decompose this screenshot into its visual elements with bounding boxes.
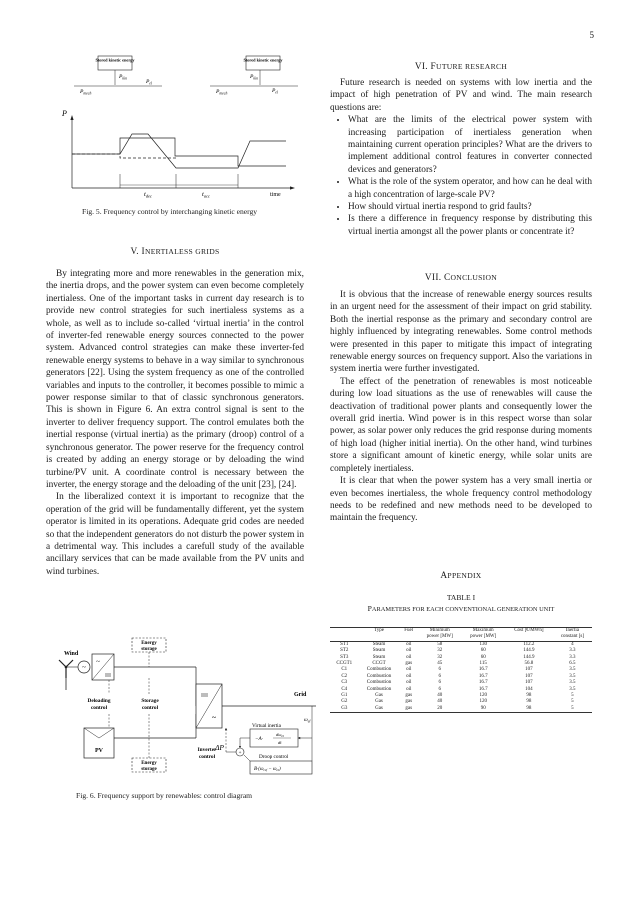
table-header: Minimum	[418, 628, 461, 635]
virtual-inertia-label: Virtual inertia	[252, 723, 281, 729]
table-cell: 3.3	[569, 648, 576, 654]
table-cell: oil	[406, 648, 412, 654]
table-cell: 40	[437, 693, 443, 699]
table-cell: oil	[406, 641, 412, 647]
section-7-paragraph-3: It is clear that when the power system has a very small inertia or even becomes inertialess, the whole frequency control methodology needs to be redefined and new methods need to be developed to maintain the frequency.	[330, 476, 592, 524]
table-cell: 107	[525, 673, 533, 679]
table-header: Cost [€/MWh]	[505, 628, 553, 635]
table-cell: CCGT1	[336, 661, 353, 667]
p-el-label-right: $P_{el}$	[272, 88, 279, 95]
parameters-table	[330, 627, 592, 713]
deloading-control-label-1: Deloading	[87, 698, 111, 704]
mechanical-power-curve	[72, 154, 176, 158]
svg-text:Energy: Energy	[141, 641, 157, 646]
table-cell: 3.5	[569, 673, 576, 679]
section-7-paragraph-1: It is obvious that the increase of renewable energy sources results in an urgent need for the assessment of their impact on grid stability. Both the inertial response as the primary and secondary control are highly influenced by integrating renewables. Some control methods were presented in this paper to mitigate this impact of integrating renewable energy sources on frequency support. Also the variations in system inertia were further investigated.	[330, 290, 592, 375]
section-7-paragraph-2: The effect of the penetration of renewables is most noticeable during low load situations as the use of renewables will cause the deactivation of traditional power plants and consequently lower the overall grid inertia. Wind power is in this respect worse than solar power, as solar power only reduces the grid response during moments of high load (higher initial inertia). On the other hand, wind turbines store a significant amount of kinetic energy, while solar units are completely inertialess.	[330, 376, 592, 474]
table-cell: 20	[418, 706, 461, 713]
table-cell: 120	[479, 699, 487, 705]
table-cell: 144.9	[523, 648, 535, 654]
table-cell: gas	[405, 699, 413, 705]
table-cell: 3.3	[569, 654, 576, 660]
table-cell: 120	[479, 693, 487, 699]
appendix-heading: APPENDIX	[440, 571, 482, 581]
section-5-heading: V. INERTIALESS GRIDS	[130, 247, 220, 257]
table-cell: C3	[341, 680, 348, 686]
section-7-body	[330, 289, 592, 525]
table-cell: C2	[341, 673, 348, 679]
table-cell: oil	[406, 680, 412, 686]
table-cell: 6	[438, 686, 441, 692]
table-cell: ST2	[340, 648, 349, 654]
table-cell: oil	[406, 667, 412, 673]
table-cell: 45	[437, 661, 443, 667]
table-cell: 16.7	[478, 680, 488, 686]
table-cell: ST1	[340, 641, 349, 647]
table-cell: G1	[341, 693, 348, 699]
table-header: Inertia	[553, 628, 592, 635]
table-cell: 58	[437, 641, 443, 647]
table-cell: 6	[438, 673, 441, 679]
t-acc-label: $t_{acc}$	[202, 191, 211, 199]
wind-converter-ac: ~	[96, 658, 100, 666]
storage-control-label-2: control	[141, 705, 159, 711]
table-cell: Gas	[375, 699, 383, 705]
table-cell: ST3	[340, 654, 349, 660]
table-cell: Combustion	[366, 667, 392, 673]
table-cell: 60	[480, 648, 486, 654]
delta-p-label: ΔP	[215, 743, 224, 752]
list-item: • What are the limits of the electrical power system with increasing participation of inertialess generation when maintaining current operation principles? What are the drivers to implement additional control features in converter connected devices and generators?	[348, 114, 592, 176]
table-cell: G2	[341, 699, 348, 705]
svg-text:−A·: −A·	[255, 736, 263, 742]
table-number: TABLE I	[446, 593, 476, 602]
figure-6-caption: Fig. 6. Frequency support by renewables: control diagram	[76, 791, 253, 800]
table-cell: 3.5	[569, 667, 576, 673]
table-cell: 32	[437, 648, 443, 654]
inverter-control-label-2: control	[198, 754, 216, 760]
wind-label: Wind	[64, 651, 79, 657]
y-axis-arrow	[70, 115, 73, 120]
table-cell: gas	[405, 693, 413, 699]
table-cell: 6	[438, 680, 441, 686]
table-cell: 98	[526, 699, 532, 705]
table-cell: Gas	[359, 706, 400, 713]
table-cell: 5	[571, 699, 574, 705]
stored-energy-label-left: Stored kinetic energy	[95, 57, 135, 63]
omega-el-label: $\omega_{el}$	[304, 717, 311, 724]
table-cell: 144.9	[523, 654, 535, 660]
table-cell: 3.5	[569, 686, 576, 692]
svg-text:+: +	[238, 751, 242, 756]
table-cell: 6	[438, 667, 441, 673]
table-cell: 6.5	[569, 661, 576, 667]
figure-6-diagram	[54, 634, 324, 786]
table-cell: 98	[505, 706, 553, 713]
table-cell: CCGT	[372, 661, 386, 667]
table-cell: Steam	[372, 641, 386, 647]
table-cell: 32	[437, 654, 443, 660]
list-item: • Is there a difference in frequency response by distributing this virtual inertia amongst all the power plants or concentrate it?	[348, 213, 592, 238]
table-title: PARAMETERS FOR EACH CONVENTIONAL GENERATION UNIT	[367, 604, 555, 613]
table-cell: 115	[479, 661, 487, 667]
table-cell: Steam	[372, 648, 386, 654]
table-header: Type	[359, 628, 400, 635]
table-row	[330, 641, 592, 648]
table-cell: 3.5	[569, 680, 576, 686]
page-number: 5	[589, 30, 594, 40]
table-cell: gas	[399, 706, 418, 713]
t-dec-label: $t_{dec}$	[144, 191, 153, 199]
table-cell: 90	[461, 706, 504, 713]
table-cell: 98	[526, 693, 532, 699]
p-kin-label-right: $P_{kin}$	[250, 74, 259, 81]
table-cell: oil	[406, 654, 412, 660]
table-cell: Combustion	[366, 680, 392, 686]
table-cell: 60	[480, 654, 486, 660]
svg-text:dωel: $d\omega_{el}$	[276, 732, 284, 738]
p-kin-label-left: $P_{kin}$	[119, 74, 128, 81]
table-cell: 112.2	[523, 641, 535, 647]
p-mech-label-right: $P_{mech}$	[216, 89, 228, 96]
table-subheader: power [MW]	[418, 634, 461, 641]
section-5-paragraph-1: By integrating more and more renewables in the generation mix, the inertia drops, and the power system can even become completely inertialess. One of the important tasks in current day research is to provide new control strategies for such inertialess systems as a whole, as well as to include so-called ‘virtual inertia’ in the control of inverter-fed renewable energy sources connected to the power system. Advanced control strategies can make these inverter-fed renewable energy systems to behave in a way similar to synchronous generators [22]. Using the system frequency as one of the controlled variables and inputs to the controller, it becomes possible to mimic a power response similar to that of classic synchronous generators. This is shown in Figure 6. An extra control signal is sent to the inverter to deliver frequency support. The control emulates both the inertial response (virtual inertia) as the primary (droop) control of a synchronous generator. The power reserve for the frequency control is created by adding an energy storage or by deloading the wind turbine/PV unit. A coordinate control is necessary between the inverter, the energy storage and the deloading of the unit [23], [24].	[46, 269, 304, 490]
svg-text:Energy: Energy	[141, 761, 157, 766]
section-6-heading: VI. FUTURE RESEARCH	[414, 62, 508, 72]
mechanical-power-step	[120, 138, 286, 166]
table-cell: 5	[571, 693, 574, 699]
p-mech-label-left: $P_{mech}$	[80, 89, 92, 96]
table-cell: gas	[405, 661, 413, 667]
table-cell: 16.7	[478, 667, 488, 673]
table-cell: oil	[406, 673, 412, 679]
parameters-table-wrap	[330, 627, 592, 713]
table-header: Fuel	[399, 628, 418, 635]
section-7-heading: VII. CONCLUSION	[424, 273, 498, 283]
table-cell: 40	[437, 699, 443, 705]
inverter-ac-symbol: ~	[211, 713, 217, 722]
table-cell: 4	[571, 641, 574, 647]
electrical-power-curve	[72, 134, 286, 168]
table-cell: 16.7	[478, 673, 488, 679]
section-5-body	[46, 268, 304, 578]
figure-5-caption: Fig. 5. Frequency control by interchanging kinetic energy	[82, 207, 258, 216]
table-cell: 16.7	[478, 686, 488, 692]
section-6-paragraph-1: Future research is needed on systems with low inertia and the impact of high penetration of PV and wind. The main research questions are:	[330, 78, 592, 113]
storage-control-label-1: Storage	[141, 698, 159, 704]
svg-text:storage: storage	[141, 767, 157, 772]
table-subheader: constant [s]	[553, 634, 592, 641]
table-cell: 130	[479, 641, 487, 647]
figure-5-diagram	[60, 46, 300, 206]
inverter-control-label-1: Inverter	[197, 747, 217, 753]
table-cell: Steam	[372, 654, 386, 660]
y-axis-label: P	[62, 109, 67, 118]
table-cell: 56.8	[524, 661, 534, 667]
table-cell: 5	[553, 706, 592, 713]
stored-energy-label-right: Stored kinetic energy	[243, 57, 283, 63]
table-cell: G3	[330, 706, 359, 713]
table-cell: oil	[406, 686, 412, 692]
table-header	[330, 628, 359, 635]
table-body	[330, 641, 592, 712]
pv-label: PV	[95, 748, 103, 754]
table-cell: Gas	[375, 693, 383, 699]
table-cell: 107	[525, 667, 533, 673]
list-item: • What is the role of the system operator, and how can he deal with a high concentration of large-scale PV?	[348, 176, 592, 201]
grid-label: Grid	[294, 692, 307, 698]
table-subheader: power [MW]	[461, 634, 504, 641]
deloading-control-label-2: control	[90, 705, 108, 711]
svg-text:storage: storage	[141, 647, 157, 652]
table-cell: 107	[525, 680, 533, 686]
table-cell: C4	[341, 686, 348, 692]
table-cell: 104	[525, 686, 533, 692]
table-header: Maximum	[461, 628, 504, 635]
x-axis-arrow	[290, 186, 295, 189]
x-axis-label: time	[270, 192, 281, 198]
section-6-body	[330, 77, 592, 238]
droop-formula: $B\cdot(\omega_{ref} - \omega_{el})$	[254, 767, 281, 773]
p-el-label-left: $P_{el}$	[146, 79, 153, 86]
droop-control-label: Droop control	[259, 754, 289, 760]
table-row	[330, 706, 592, 713]
section-5-paragraph-2: In the liberalized context it is important to recognize that the operation of the grid will be fundamentally different, yet the system operator is limited in its operations. Adequate grid codes are needed so that the independent generators do not disturb the power system in a detrimental way. This includes a carefull study of the available ancillary services that can be made available from the PV units and wind turbines.	[46, 492, 304, 577]
research-questions-list	[330, 114, 592, 238]
table-cell: Combustion	[366, 686, 392, 692]
list-item: • How should virtual inertia respond to grid faults?	[348, 201, 592, 213]
generator-symbol: ~	[82, 663, 86, 672]
table-cell: Combustion	[366, 673, 392, 679]
svg-text:dt: dt	[278, 740, 282, 745]
table-cell: C1	[341, 667, 348, 673]
